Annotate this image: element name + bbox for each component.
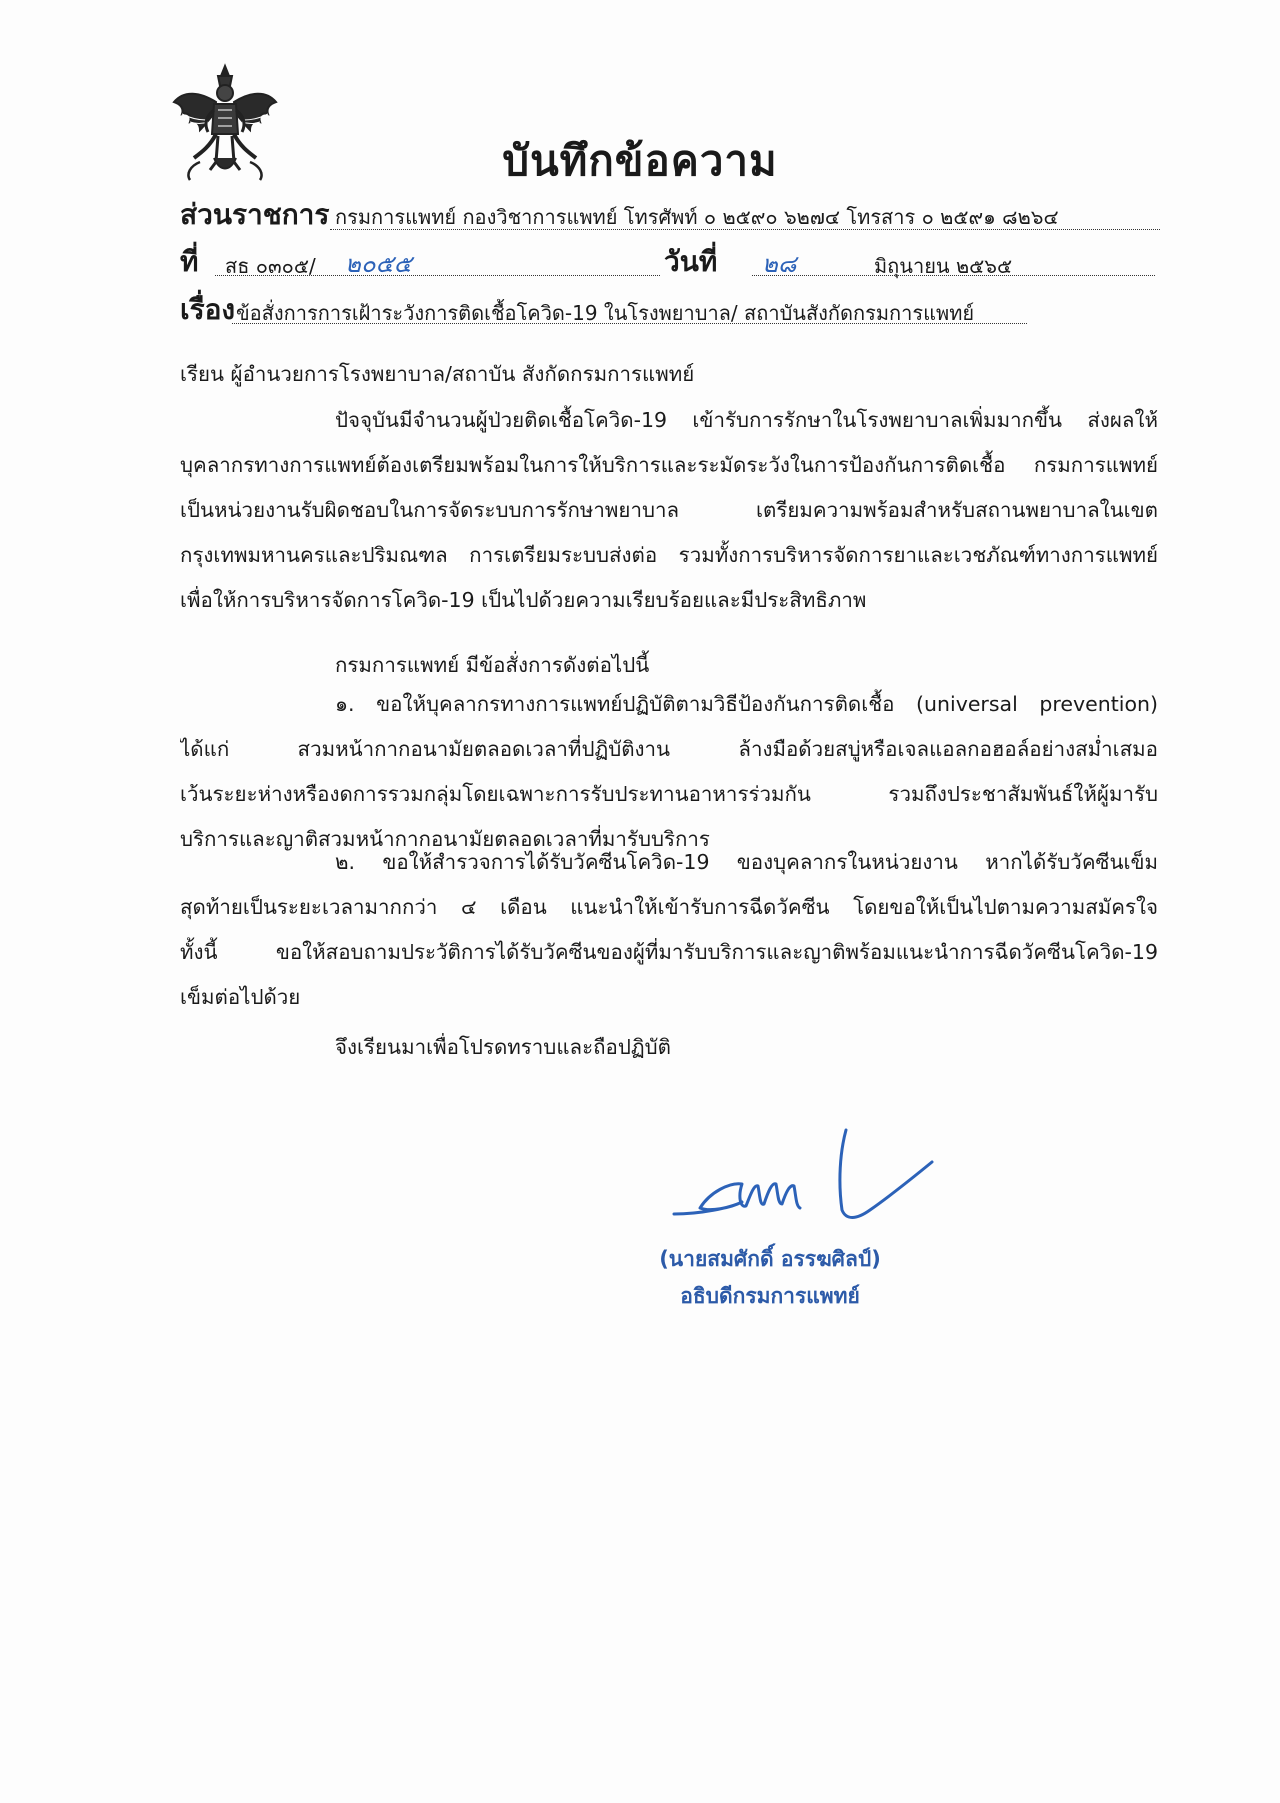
paragraph-line: ทั้งนี้ ขอให้สอบถามประวัติการได้รับวัคซีนของผู้ที่มารับบริการและญาติพร้อมแนะนำการฉีดวัคซีนโควิด-19 <box>180 940 1158 964</box>
ref-label: ที่ <box>180 245 199 278</box>
paragraph-line: เข็มต่อไปด้วย <box>180 985 301 1009</box>
signer-name: (นายสมศักดิ์ อรรฆศิลป์) <box>659 1247 881 1271</box>
paragraph-line: บริการและญาติสวมหน้ากากอนามัยตลอดเวลาที่มารับบริการ <box>180 827 710 851</box>
agency-row <box>180 193 329 237</box>
paragraph-line: ได้แก่ สวมหน้ากากอนามัยตลอดเวลาที่ปฏิบัติงาน ล้างมือด้วยสบู่หรือเจลแอลกอฮอล์อย่างสม่ำเสมอ <box>180 737 1158 761</box>
ref-row <box>180 240 198 284</box>
paragraph-line: ๒. ขอให้สำรวจการได้รับวัคซีนโควิด-19 ของบุคลากรในหน่วยงาน หากได้รับวัคซีนเข็ม <box>335 850 1158 874</box>
paragraph-intro <box>180 398 1158 623</box>
paragraph-line: เป็นหน่วยงานรับผิดชอบในการจัดระบบการรักษาพยาบาล เตรียมความพร้อมสำหรับสถานพยาบาลในเขต <box>180 498 1158 522</box>
subject-value: ข้อสั่งการการเฝ้าระวังการติดเชื้อโควิด-19 ในโรงพยาบาล/ สถาบันสังกัดกรมการแพทย์ <box>236 301 975 325</box>
document-title: บันทึกข้อความ <box>502 136 778 185</box>
paragraph-line: ๑. ขอให้บุคลากรทางการแพทย์ปฏิบัติตามวิธีป้องกันการติดเชื้อ (universal prevention) <box>335 692 1158 716</box>
paragraph-line: บุคลากรทางการแพทย์ต้องเตรียมพร้อมในการให้บริการและระมัดระวังในการป้องกันการติดเชื้อ กรมการแพทย์ <box>180 453 1158 477</box>
paragraph-line: เพื่อให้การบริหารจัดการโควิด-19 เป็นไปด้วยความเรียบร้อยและมีประสิทธิภาพ <box>180 588 867 612</box>
agency-value: กรมการแพทย์ กองวิชาการแพทย์ โทรศัพท์ ๐ ๒๕๙๐ ๖๒๗๔ โทรสาร ๐ ๒๕๙๑ ๘๒๖๔ <box>335 205 1059 229</box>
ref-number: ๒๐๕๕ <box>345 250 412 278</box>
order-2 <box>180 840 1158 1020</box>
date-day: ๒๘ <box>762 250 797 278</box>
agency-label: ส่วนราชการ <box>180 198 330 231</box>
paragraph-line: กรุงเทพมหานครและปริมณฑล การเตรียมระบบส่งต่อ รวมทั้งการบริหารจัดการยาและเวชภัณฑ์ทางการแพทย์ <box>180 543 1158 567</box>
closing-line: จึงเรียนมาเพื่อโปรดทราบและถือปฏิบัติ <box>335 1035 671 1059</box>
paragraph-line: เว้นระยะห่างหรืองดการรวมกลุ่มโดยเฉพาะการรับประทานอาหารร่วมกัน รวมถึงประชาสัมพันธ์ให้ผู้มารับ <box>180 782 1158 806</box>
date-month-year: มิถุนายน ๒๕๖๕ <box>874 254 1013 278</box>
handwritten-signature-icon <box>670 1122 940 1237</box>
ref-prefix: สธ ๐๓๐๕/ <box>225 254 316 278</box>
order-1 <box>180 682 1158 862</box>
orders-intro: กรมการแพทย์ มีข้อสั่งการดังต่อไปนี้ <box>335 653 650 677</box>
salutation: เรียน ผู้อำนวยการโรงพยาบาล/สถาบัน สังกัดกรมการแพทย์ <box>180 362 695 386</box>
paragraph-line: ปัจจุบันมีจำนวนผู้ป่วยติดเชื้อโควิด-19 เข้ารับการรักษาในโรงพยาบาลเพิ่มมากขึ้น ส่งผลให้ <box>335 408 1158 432</box>
date-label: วันที่ <box>664 245 718 278</box>
paragraph-line: สุดท้ายเป็นระยะเวลามากกว่า ๔ เดือน แนะนำให้เข้ารับการฉีดวัคซีน โดยขอให้เป็นไปตามความสมัครใจ <box>180 895 1158 919</box>
date-row <box>664 240 717 284</box>
subject-label: เรื่อง <box>180 293 236 326</box>
signer-position: อธิบดีกรมการแพทย์ <box>680 1284 860 1308</box>
subject-row <box>180 288 235 332</box>
